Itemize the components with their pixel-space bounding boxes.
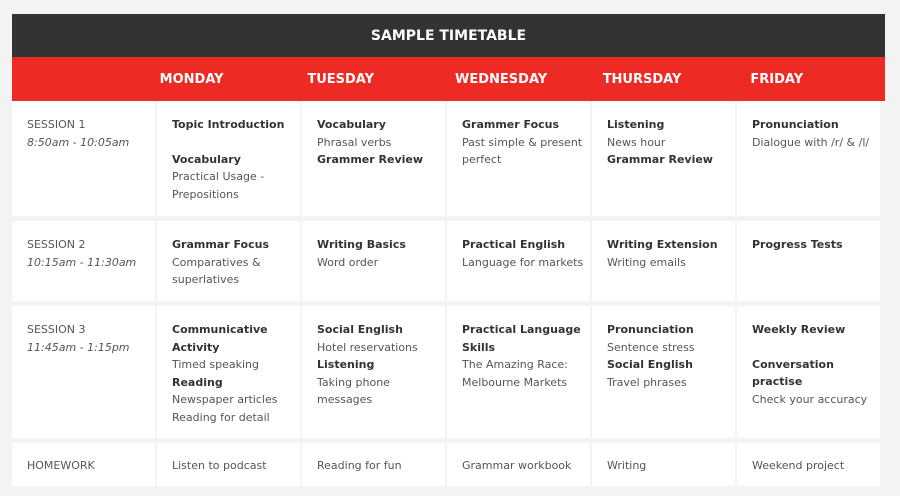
lesson-topic: Weekly Review (752, 323, 846, 336)
lesson-detail: Practical Usage - (172, 170, 265, 183)
lesson-topic: Practical English (462, 238, 566, 251)
lesson-detail: perfect (462, 153, 502, 166)
lesson-topic: Grammar Review (607, 153, 713, 166)
lesson-detail: Past simple & present (462, 135, 583, 149)
day-header-row (12, 57, 885, 101)
lesson-detail: Sentence stress (607, 340, 695, 354)
lesson-cell (592, 306, 735, 438)
lesson-topic: Grammer Review (317, 153, 424, 166)
lesson-detail: Dialogue with /r/ & /l/ (752, 135, 870, 149)
session-label-cell (12, 101, 155, 216)
line-gap (752, 339, 876, 356)
day-header-wednesday: WEDNESDAY (455, 71, 548, 87)
lesson-cell (592, 221, 735, 301)
lesson-cell (302, 221, 445, 301)
lesson-detail: Comparatives & (172, 255, 261, 269)
homework-item: Reading for fun (302, 443, 445, 486)
lesson-detail: superlatives (172, 273, 240, 286)
lesson-cell (592, 101, 735, 216)
lesson-detail: Hotel reservations (317, 340, 418, 354)
homework-item: Grammar workbook (447, 443, 590, 486)
lesson-topic: Practical Language (462, 323, 581, 336)
timetable-grid (12, 101, 885, 486)
timetable-title: SAMPLE TIMETABLE (12, 14, 885, 57)
session-label-cell (12, 221, 155, 301)
session-name: SESSION 2 (27, 238, 86, 251)
homework-item: Weekend project (737, 443, 880, 486)
lesson-detail: Reading for detail (172, 410, 270, 424)
lesson-cell (302, 306, 445, 438)
lesson-detail: Language for markets (462, 255, 584, 269)
lesson-cell (737, 306, 880, 438)
lesson-cell (447, 306, 590, 438)
day-header-thursday: THURSDAY (602, 71, 682, 87)
lesson-topic: Writing Extension (607, 238, 718, 251)
lesson-detail: Travel phrases (607, 375, 687, 389)
day-header-tuesday: TUESDAY (307, 71, 375, 87)
lesson-topic: Social English (607, 358, 693, 371)
lesson-topic: Progress Tests (752, 238, 843, 251)
lesson-cell (447, 221, 590, 301)
lesson-detail: Melbourne Markets (462, 375, 568, 389)
lesson-cell (737, 101, 880, 216)
lesson-cell (157, 306, 300, 438)
lesson-detail: News hour (607, 135, 666, 149)
session-time: 11:45am - 1:15pm (27, 340, 130, 354)
lesson-detail: messages (317, 393, 373, 406)
lesson-detail: The Amazing Race: (462, 358, 568, 371)
lesson-cell (447, 101, 590, 216)
lesson-topic: Social English (317, 323, 403, 336)
timetable (12, 14, 885, 486)
lesson-topic: Grammar Focus (172, 238, 270, 251)
lesson-detail: Phrasal verbs (317, 135, 392, 149)
lesson-topic: Listening (317, 358, 375, 371)
lesson-topic: Skills (462, 340, 496, 354)
homework-item: Listen to podcast (157, 443, 300, 486)
lesson-detail: Taking phone (317, 375, 390, 389)
day-header-spacer (12, 57, 147, 101)
session-time: 8:50am - 10:05am (27, 135, 130, 149)
lesson-topic: Listening (607, 118, 665, 131)
lesson-topic: Vocabulary (317, 118, 386, 131)
session-label-cell (12, 306, 155, 438)
day-header-monday: MONDAY (159, 71, 224, 87)
lesson-detail: Writing emails (607, 255, 686, 269)
lesson-topic: Topic Introduction (172, 118, 285, 131)
day-header-friday: FRIDAY (750, 71, 804, 87)
lesson-cell (737, 221, 880, 301)
lesson-detail: Check your accuracy (752, 392, 868, 406)
lesson-detail: Timed speaking (172, 358, 260, 371)
lesson-topic: Reading (172, 375, 223, 389)
lesson-cell (157, 221, 300, 301)
homework-label: HOMEWORK (12, 443, 155, 486)
line-gap (172, 134, 296, 151)
homework-item: Writing (592, 443, 735, 486)
lesson-detail: Newspaper articles (172, 393, 278, 406)
lesson-topic: Communicative (172, 323, 268, 336)
lesson-topic: Conversation practise (752, 357, 834, 388)
session-name: SESSION 1 (27, 118, 86, 131)
lesson-cell (302, 101, 445, 216)
lesson-cell (157, 101, 300, 216)
session-time: 10:15am - 11:30am (27, 255, 137, 269)
session-name: SESSION 3 (27, 323, 86, 336)
lesson-topic: Grammer Focus (462, 118, 560, 131)
lesson-detail: Word order (317, 255, 379, 269)
lesson-topic: Pronunciation (607, 323, 694, 336)
lesson-topic: Writing Basics (317, 238, 406, 251)
lesson-topic: Pronunciation (752, 118, 839, 131)
lesson-topic: Activity (172, 340, 220, 354)
lesson-topic: Vocabulary (172, 152, 241, 166)
lesson-detail: Prepositions (172, 187, 239, 201)
